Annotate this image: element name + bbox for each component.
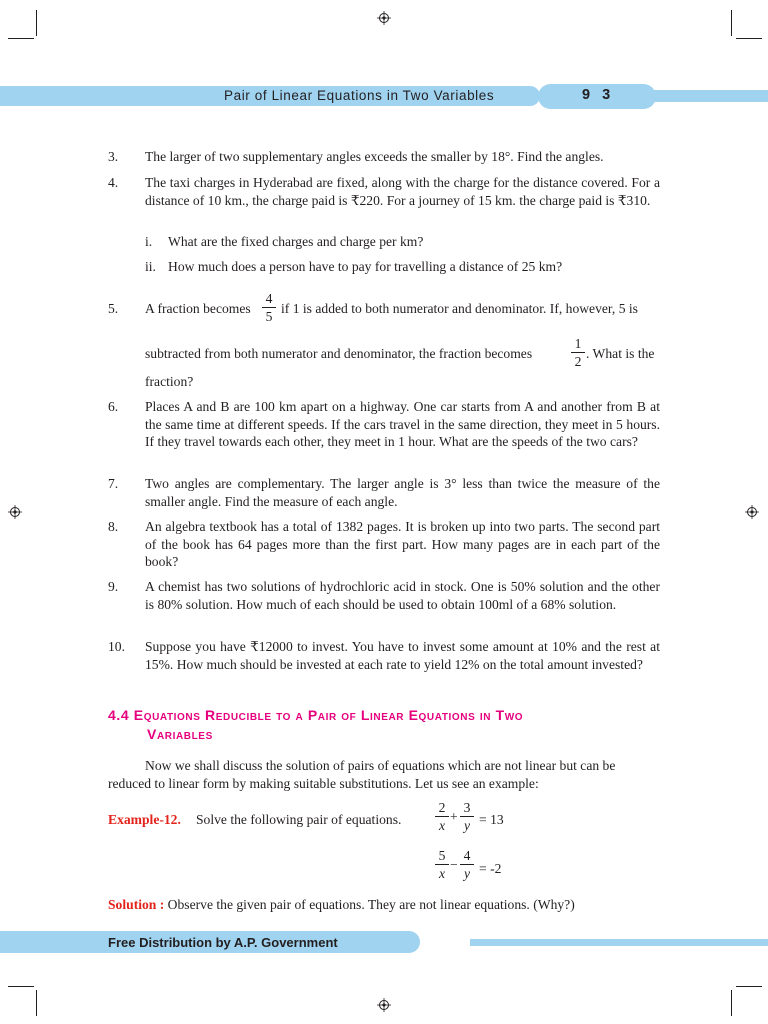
problem-text: The larger of two supplementary angles exceeds the smaller by 18°. Find the angles. bbox=[145, 149, 604, 164]
fraction bbox=[460, 800, 474, 833]
problem-number: 6. bbox=[108, 399, 119, 414]
fraction-denominator: 5 bbox=[265, 309, 273, 324]
crop-mark-top-left-h bbox=[8, 38, 34, 39]
footer-text: Free Distribution by A.P. Government bbox=[108, 935, 338, 950]
running-title: Pair of Linear Equations in Two Variables bbox=[224, 88, 495, 103]
fraction-bar bbox=[460, 864, 474, 865]
problem-number: 8. bbox=[108, 519, 119, 534]
section-heading-continued: Variables bbox=[147, 726, 213, 742]
fraction bbox=[435, 848, 449, 881]
fraction bbox=[571, 336, 585, 369]
problem-9 bbox=[108, 578, 660, 613]
registration-mark-icon bbox=[745, 505, 759, 519]
problem-7 bbox=[108, 475, 660, 510]
crop-mark-top-right-v bbox=[731, 10, 732, 36]
problem-10 bbox=[108, 638, 660, 673]
fraction-bar bbox=[262, 307, 276, 308]
problem-5-line-1b: if 1 is added to both numerator and denominator. If, however, 5 is bbox=[281, 301, 638, 316]
problem-5-line-1a: A fraction becomes bbox=[145, 301, 251, 316]
fraction-denominator: y bbox=[463, 866, 471, 881]
problem-8 bbox=[108, 518, 660, 571]
problem-5-line-2b: . What is the bbox=[586, 346, 655, 361]
registration-mark-icon bbox=[377, 11, 391, 25]
fraction bbox=[435, 800, 449, 833]
problem-number: 4. bbox=[108, 175, 119, 190]
fraction-bar bbox=[435, 864, 449, 865]
crop-mark-bottom-right-h bbox=[736, 986, 762, 987]
fraction-numerator: 5 bbox=[438, 848, 446, 863]
problem-5-line-3: fraction? bbox=[145, 374, 194, 389]
fraction-numerator: 2 bbox=[438, 800, 446, 815]
crop-mark-top-right-h bbox=[736, 38, 762, 39]
problem-3 bbox=[108, 148, 660, 166]
fraction-denominator: x bbox=[438, 818, 446, 833]
fraction bbox=[460, 848, 474, 881]
solution-line bbox=[108, 896, 575, 914]
problem-number: 5. bbox=[108, 301, 119, 316]
crop-mark-bottom-left-v bbox=[36, 990, 37, 1016]
section-heading: 4.4 Equations Reducible to a Pair of Linear Equations in Two bbox=[108, 707, 524, 723]
fraction-numerator: 3 bbox=[463, 800, 471, 815]
fraction-denominator: x bbox=[438, 866, 446, 881]
problem-number: 9. bbox=[108, 579, 119, 594]
problem-text: Suppose you have ₹12000 to invest. You have to invest some amount at 10% and the rest at 15%. How much should be invested at each rate to yield 12% on the total amount invested? bbox=[145, 639, 660, 672]
equation-rhs: = 13 bbox=[479, 812, 504, 827]
example-text: Solve the following pair of equations. bbox=[196, 812, 402, 827]
fraction-numerator: 1 bbox=[574, 336, 582, 351]
problem-6 bbox=[108, 398, 660, 451]
fraction-bar bbox=[435, 816, 449, 817]
problem-4 bbox=[108, 174, 660, 209]
registration-mark-icon bbox=[8, 505, 22, 519]
fraction-denominator: 2 bbox=[574, 354, 582, 369]
subitem-text: What are the fixed charges and charge per km? bbox=[168, 234, 424, 249]
page-number: 9 3 bbox=[582, 87, 615, 103]
fraction-bar bbox=[571, 352, 585, 353]
fraction-numerator: 4 bbox=[463, 848, 471, 863]
solution-text: Observe the given pair of equations. They are not linear equations. (Why?) bbox=[164, 897, 575, 912]
fraction bbox=[262, 291, 276, 324]
crop-mark-top-left-v bbox=[36, 10, 37, 36]
subitem-text: How much does a person have to pay for travelling a distance of 25 km? bbox=[168, 259, 563, 274]
fraction-denominator: y bbox=[463, 818, 471, 833]
equation-operator: + bbox=[450, 809, 458, 824]
problem-text: The taxi charges in Hyderabad are fixed, along with the charge for the distance covered. For a distance of 10 km., the charge paid is ₹220. For a journey of 15 km. the charge paid is ₹310. bbox=[145, 175, 660, 208]
problem-number: 7. bbox=[108, 476, 119, 491]
problem-number: 10. bbox=[108, 639, 125, 654]
fraction-numerator: 4 bbox=[265, 291, 273, 306]
header-band-right bbox=[650, 90, 768, 102]
example-label: Example-12. bbox=[108, 812, 181, 827]
equation-rhs: = -2 bbox=[479, 861, 502, 876]
problem-text: A chemist has two solutions of hydrochloric acid in stock. One is 50% solution and the other is 80% solution. How much of each should be used to obtain 100ml of a 68% solution. bbox=[145, 579, 660, 612]
problem-text: An algebra textbook has a total of 1382 pages. It is broken up into two parts. The second part of the book has 64 pages more than the first part. How many pages are in each part of the book? bbox=[145, 519, 660, 569]
crop-mark-bottom-left-h bbox=[8, 986, 34, 987]
problem-5-line-2a: subtracted from both numerator and denominator, the fraction becomes bbox=[145, 346, 533, 361]
problem-number: 3. bbox=[108, 149, 119, 164]
crop-mark-bottom-right-v bbox=[731, 990, 732, 1016]
problem-text: Two angles are complementary. The larger angle is 3° less than twice the measure of the smaller angle. Find the measure of each angle. bbox=[145, 476, 660, 509]
problem-text: Places A and B are 100 km apart on a highway. One car starts from A and another from B at the same time at different speeds. If the cars travel in the same direction, they meet in 5 hours. If they travel towards each other, they meet in 1 hour. What are the speeds of the two cars? bbox=[145, 399, 660, 449]
fraction-bar bbox=[460, 816, 474, 817]
subitem-number: i. bbox=[145, 234, 153, 249]
equation-operator: − bbox=[450, 857, 458, 872]
intro-line-2: reduced to linear form by making suitable substitutions. Let us see an example: bbox=[108, 776, 539, 791]
solution-label: Solution : bbox=[108, 897, 165, 912]
subitem-number: ii. bbox=[145, 259, 156, 274]
intro-line-1: Now we shall discuss the solution of pairs of equations which are not linear but can be bbox=[145, 758, 616, 773]
registration-mark-icon bbox=[377, 998, 391, 1012]
footer-band-right bbox=[470, 939, 768, 946]
